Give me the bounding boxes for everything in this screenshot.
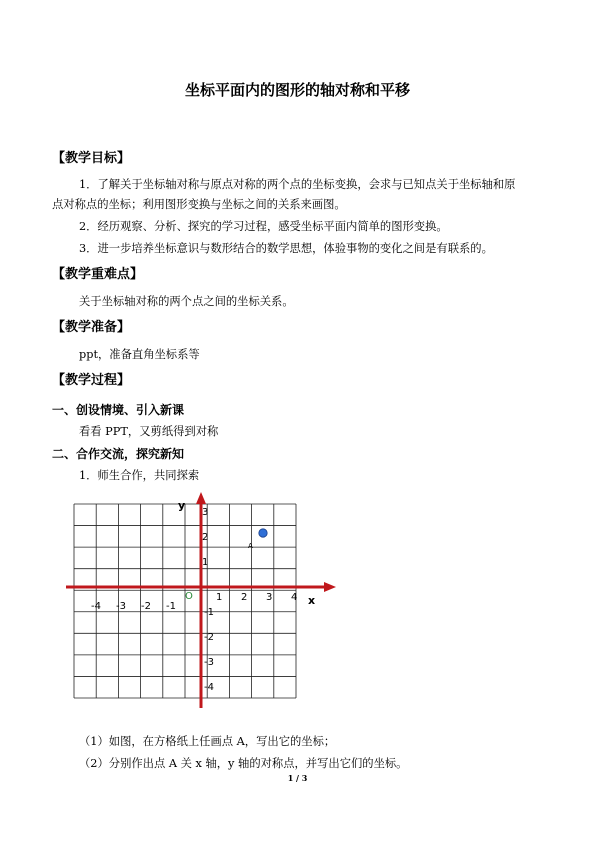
goal-item-1-line-1: 1．了解关于坐标轴对称与原点对称的两个点的坐标变换，会求与已知点关于坐标轴和原 xyxy=(79,178,516,191)
x-tick-label: 2 xyxy=(241,592,248,603)
process-part-2-item-1: 1．师生合作，共同探索 xyxy=(79,469,200,482)
y-tick-label: 1 xyxy=(202,557,209,568)
y-tick-label: -2 xyxy=(204,632,214,643)
question-2: （2）分别作出点 A 关 x 轴，y 轴的对称点，并写出它们的坐标。 xyxy=(79,757,408,770)
section-heading-prep: 【教学准备】 xyxy=(52,320,131,335)
x-axis-label: x xyxy=(308,594,316,607)
process-part-1-text: 看看 PPT，又剪纸得到对称 xyxy=(79,425,219,438)
y-tick-label: 2 xyxy=(202,532,209,543)
prep-text: ppt，准备直角坐标系等 xyxy=(79,348,200,361)
goal-item-3: 3．进一步培养坐标意识与数形结合的数学思想，体验事物的变化之间是有联系的。 xyxy=(79,242,493,255)
origin-label: O xyxy=(185,591,193,602)
point-a-marker xyxy=(259,529,267,537)
x-tick-label: 1 xyxy=(216,592,223,603)
goal-item-2: 2．经历观察、分析、探究的学习过程，感受坐标平面内简单的图形变换。 xyxy=(79,220,448,233)
y-tick-label: -4 xyxy=(204,682,214,693)
y-tick-label: -3 xyxy=(204,657,214,668)
page-title: 坐标平面内的图形的轴对称和平移 xyxy=(184,81,410,99)
x-tick-label: -3 xyxy=(116,601,126,612)
goal-item-1-line-2: 点对称点的坐标；利用图形变换与坐标之间的关系来画图。 xyxy=(52,198,346,211)
page-number: 1 / 3 xyxy=(287,773,308,783)
section-heading-process: 【教学过程】 xyxy=(52,373,131,388)
question-1: （1）如图，在方格纸上任画点 A，写出它的坐标； xyxy=(79,735,336,748)
key-text: 关于坐标轴对称的两个点之间的坐标关系。 xyxy=(79,295,294,308)
x-tick-label: 3 xyxy=(266,592,273,603)
x-tick-label: -4 xyxy=(91,601,101,612)
process-part-2-title: 二、合作交流，探究新知 xyxy=(52,447,185,461)
point-a-label: A xyxy=(248,542,253,550)
section-heading-key: 【教学重难点】 xyxy=(52,267,144,282)
process-part-1-title: 一、创设情境、引入新课 xyxy=(52,403,185,417)
x-axis-arrow xyxy=(324,582,336,592)
x-tick-label: -1 xyxy=(166,601,176,612)
x-tick-label: -2 xyxy=(141,601,151,612)
y-axis-label: y xyxy=(178,499,186,512)
y-axis-arrow xyxy=(196,492,206,504)
coordinate-grid-figure xyxy=(60,488,350,713)
section-heading-goals: 【教学目标】 xyxy=(52,151,131,166)
y-tick-label: 3 xyxy=(202,507,209,518)
y-tick-label: -1 xyxy=(204,607,214,618)
x-tick-label: 4 xyxy=(291,592,298,603)
